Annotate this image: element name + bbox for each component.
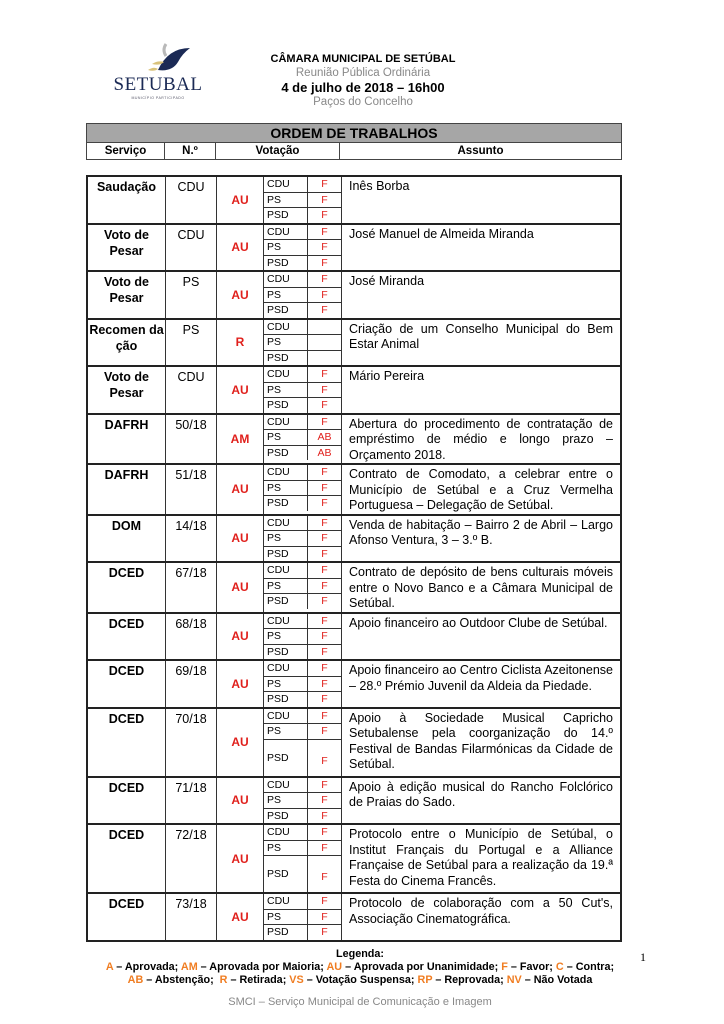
party-votes-table [264, 661, 341, 707]
legend-code: R [219, 974, 228, 986]
assunto-cell: Criação de um Conselho Municipal do Bem Estar Animal [342, 319, 622, 367]
legend-code: F [501, 961, 508, 973]
logo-text: SETUBAL [113, 74, 203, 95]
party-vote: F [308, 709, 342, 724]
assunto-cell: Venda de habitação – Bairro 2 de Abril – Largo Afonso Ventura, 3 – 3.º B. [342, 515, 622, 563]
party-votes-cell [264, 319, 342, 367]
servico-cell: DCED [87, 824, 166, 893]
agenda-row [87, 319, 621, 367]
party-votes-table [264, 367, 341, 413]
servico-cell: Saudação [87, 176, 166, 224]
servico-cell: DCED [87, 660, 166, 708]
party-vote: F [321, 547, 328, 560]
vote-result-badge: AU [217, 777, 264, 825]
party-votes-cell [264, 660, 342, 708]
party-vote: F [321, 754, 328, 767]
vote-result-badge: AU [217, 176, 264, 224]
party-vote: F [308, 382, 342, 398]
party-name: PS [264, 287, 308, 303]
numero-cell: PS [166, 271, 217, 319]
party-vote: F [308, 909, 342, 925]
agenda-row [87, 515, 621, 563]
numero-cell: 67/18 [166, 562, 217, 613]
agenda-row [87, 893, 621, 941]
agenda-row [87, 176, 621, 224]
assunto-cell: Mário Pereira [342, 366, 622, 414]
party-votes-table [264, 778, 341, 824]
vote-result-badge: AU [217, 366, 264, 414]
agenda-row [87, 708, 621, 777]
party-votes-cell [264, 824, 342, 893]
numero-cell: PS [166, 319, 217, 367]
party-votes-table [264, 894, 341, 940]
party-name: CDU [264, 614, 308, 629]
party-name: PSD [264, 692, 308, 707]
party-name: PSD [264, 808, 308, 823]
agenda-row [87, 613, 621, 661]
column-header-servico: Serviço [87, 143, 165, 160]
party-vote: F [308, 793, 342, 809]
vote-result-badge: AU [217, 893, 264, 941]
meeting-type: Reunião Pública Ordinária [295, 67, 431, 79]
vote-result-badge: AM [217, 414, 264, 465]
party-name: PSD [264, 398, 308, 413]
vote-result-badge: AU [217, 708, 264, 777]
party-vote: F [321, 693, 328, 706]
party-name: CDU [264, 320, 308, 335]
assunto-cell: José Manuel de Almeida Miranda [342, 224, 622, 272]
assunto-cell: Abertura do procedimento de contratação de empréstimo de médio e longo prazo – Orçamento 2018. [342, 414, 622, 465]
party-name: PSD [264, 856, 308, 893]
servico-cell: Voto de Pesar [87, 271, 166, 319]
legend-description: – Aprovada; [113, 961, 181, 973]
assunto-cell: Contrato de Comodato, a celebrar entre o Município de Setúbal e a Cruz Vermelha Portuguesa – Delegação de Setúbal. [342, 464, 622, 515]
party-votes-table [264, 516, 341, 562]
legend-code: AU [326, 961, 343, 973]
numero-cell: 51/18 [166, 464, 217, 515]
legend [80, 948, 640, 987]
numero-cell: 68/18 [166, 613, 217, 661]
party-name: PS [264, 840, 308, 856]
party-vote: F [308, 465, 342, 480]
party-vote [308, 335, 342, 351]
logo-subtitle: MUNICÍPIO PARTICIPADO [131, 96, 185, 100]
party-vote: F [321, 304, 328, 317]
numero-cell: CDU [166, 176, 217, 224]
party-votes-table [264, 825, 341, 892]
party-vote: F [308, 177, 342, 192]
party-vote: F [308, 724, 342, 740]
assunto-cell: Protocolo de colaboração com a 50 Cut's, Associação Cinematográfica. [342, 893, 622, 941]
assunto-cell: Protocolo entre o Município de Setúbal, o Institut Français du Portugal e a Alliance Française de Setúbal para a realização da 19.ª Festa do Cinema Francês. [342, 824, 622, 893]
party-vote: F [308, 480, 342, 496]
party-votes-cell [264, 777, 342, 825]
party-name: PSD [264, 350, 308, 365]
servico-cell: DAFRH [87, 464, 166, 515]
party-vote: F [321, 256, 328, 269]
party-vote: F [321, 399, 328, 412]
assunto-cell: Apoio financeiro ao Outdoor Clube de Setúbal. [342, 613, 622, 661]
party-votes-table [264, 272, 341, 318]
party-vote: F [308, 840, 342, 856]
party-votes-table [264, 415, 341, 461]
meeting-location: Paços do Concelho [313, 96, 413, 108]
legend-description: – Aprovada por Maioria; [197, 961, 327, 973]
assunto-cell: Contrato de depósito de bens culturais móveis entre o Novo Banco e a Câmara Municipal de Setúbal. [342, 562, 622, 613]
legend-code: AB [127, 974, 144, 986]
party-votes-cell [264, 464, 342, 515]
party-name: CDU [264, 465, 308, 480]
servico-cell: DAFRH [87, 414, 166, 465]
party-name: CDU [264, 516, 308, 531]
numero-cell: CDU [166, 366, 217, 414]
legend-description: – Aprovada por Unanimidade; [342, 961, 502, 973]
party-vote: F [321, 595, 328, 608]
legend-description: – Não Votada [521, 974, 593, 986]
party-name: PSD [264, 644, 308, 659]
servico-cell: Recomen da ção [87, 319, 166, 367]
party-vote: F [308, 516, 342, 531]
party-votes-cell [264, 366, 342, 414]
legend-code: A [105, 961, 114, 973]
legend-title: Legenda: [336, 948, 384, 960]
vote-result-badge: AU [217, 515, 264, 563]
party-votes-cell [264, 562, 342, 613]
agenda-table [86, 175, 622, 942]
legend-code: RP [417, 974, 433, 986]
party-votes-cell [264, 515, 342, 563]
party-votes-table [264, 709, 341, 776]
fountain-logo-icon [108, 40, 208, 76]
assunto-cell: Apoio à edição musical do Rancho Folclórico de Praias do Sado. [342, 777, 622, 825]
numero-cell: 69/18 [166, 660, 217, 708]
party-vote: F [308, 225, 342, 240]
numero-cell: 70/18 [166, 708, 217, 777]
agenda-row [87, 660, 621, 708]
party-name: CDU [264, 177, 308, 192]
footer-text: SMCI – Serviço Municipal de Comunicação e Imagem [228, 996, 492, 1008]
vote-result-badge: AU [217, 464, 264, 515]
legend-line-2 [80, 974, 640, 987]
legend-description: – Votação Suspensa; [303, 974, 418, 986]
party-name: CDU [264, 225, 308, 240]
vote-result-badge: AU [217, 660, 264, 708]
assunto-cell: Apoio à Sociedade Musical Capricho Setubalense pela coorganização do 14.º Festival de Bandas Filarmónicas da Cidade de Setúbal. [342, 708, 622, 777]
numero-cell: 73/18 [166, 893, 217, 941]
legend-code: NV [506, 974, 522, 986]
party-votes-cell [264, 224, 342, 272]
legend-description: – Abstenção; [143, 974, 220, 986]
numero-cell: 72/18 [166, 824, 217, 893]
numero-cell: CDU [166, 224, 217, 272]
party-votes-cell [264, 414, 342, 465]
party-votes-table [264, 320, 341, 366]
party-vote: F [308, 778, 342, 793]
party-name: PS [264, 531, 308, 547]
party-vote: F [308, 272, 342, 287]
agenda-row [87, 777, 621, 825]
party-vote: F [308, 531, 342, 547]
party-vote: F [321, 497, 328, 510]
servico-cell: DOM [87, 515, 166, 563]
party-name: CDU [264, 778, 308, 793]
party-vote: F [308, 287, 342, 303]
agenda-header-table [86, 123, 622, 160]
party-name: CDU [264, 894, 308, 909]
column-header-votacao: Votação [216, 143, 340, 160]
servico-cell: DCED [87, 613, 166, 661]
agenda-title: ORDEM DE TRABALHOS [87, 124, 622, 143]
party-name: PS [264, 430, 308, 446]
setubal-logo [108, 40, 208, 102]
legend-description: – Retirada; [227, 974, 290, 986]
agenda-row [87, 562, 621, 613]
organization-name: CÂMARA MUNICIPAL DE SETÚBAL [270, 53, 456, 65]
party-name: CDU [264, 272, 308, 287]
party-vote: F [308, 614, 342, 629]
party-name: PSD [264, 445, 308, 460]
party-vote: F [308, 676, 342, 692]
servico-cell: DCED [87, 893, 166, 941]
assunto-cell: Apoio financeiro ao Centro Ciclista Azeitonense – 28.º Prémio Juvenil da Aldeia da Piedade. [342, 660, 622, 708]
party-name: PSD [264, 739, 308, 776]
party-votes-cell [264, 271, 342, 319]
legend-code: C [555, 961, 564, 973]
agenda-row [87, 414, 621, 465]
party-votes-table [264, 225, 341, 271]
party-name: PSD [264, 208, 308, 223]
servico-cell: DCED [87, 777, 166, 825]
party-name: PS [264, 909, 308, 925]
numero-cell: 14/18 [166, 515, 217, 563]
agenda-row [87, 271, 621, 319]
party-name: PSD [264, 303, 308, 318]
party-vote: F [308, 563, 342, 578]
party-name: CDU [264, 563, 308, 578]
legend-line-1 [80, 961, 640, 974]
agenda-row [87, 366, 621, 414]
party-vote: F [308, 825, 342, 840]
party-name: PS [264, 480, 308, 496]
servico-cell: DCED [87, 708, 166, 777]
party-name: PS [264, 335, 308, 351]
party-name: PS [264, 629, 308, 645]
party-vote: F [308, 661, 342, 676]
party-name: PS [264, 724, 308, 740]
agenda-row [87, 824, 621, 893]
party-vote: F [308, 367, 342, 382]
legend-description: – Favor; [507, 961, 556, 973]
party-name: CDU [264, 709, 308, 724]
party-name: CDU [264, 367, 308, 382]
party-name: PSD [264, 546, 308, 561]
party-vote: F [321, 871, 328, 883]
column-header-numero: N.º [165, 143, 216, 160]
party-vote: F [308, 240, 342, 256]
meeting-date-time: 4 de julho de 2018 – 16h00 [281, 80, 445, 95]
party-name: PSD [264, 496, 308, 511]
party-name: PS [264, 578, 308, 594]
party-votes-table [264, 177, 341, 223]
vote-result-badge: R [217, 319, 264, 367]
party-vote: F [321, 209, 328, 222]
party-vote: AB [308, 430, 342, 446]
legend-description: – Contra; [563, 961, 615, 973]
legend-code: VS [289, 974, 304, 986]
servico-cell: DCED [87, 562, 166, 613]
column-header-assunto: Assunto [340, 143, 622, 160]
party-vote: F [308, 192, 342, 208]
party-vote: F [308, 894, 342, 909]
party-vote: F [321, 809, 328, 822]
party-votes-cell [264, 613, 342, 661]
party-vote: F [321, 926, 328, 939]
vote-result-badge: AU [217, 613, 264, 661]
document-header [230, 52, 496, 109]
party-name: PS [264, 240, 308, 256]
party-vote: AB [317, 446, 332, 459]
legend-description: – Reprovada; [432, 974, 507, 986]
assunto-cell: José Miranda [342, 271, 622, 319]
assunto-cell: Inês Borba [349, 179, 410, 193]
numero-cell: 50/18 [166, 414, 217, 465]
party-votes-cell [264, 176, 342, 224]
party-name: PS [264, 676, 308, 692]
legend-code: AM [180, 961, 198, 973]
party-name: CDU [264, 415, 308, 430]
vote-result-badge: AU [217, 824, 264, 893]
servico-cell: Voto de Pesar [87, 224, 166, 272]
numero-cell: 71/18 [166, 777, 217, 825]
party-vote: F [308, 578, 342, 594]
party-votes-cell [264, 893, 342, 941]
page-number: 1 [640, 950, 646, 964]
party-vote: F [308, 415, 342, 430]
vote-result-badge: AU [217, 562, 264, 613]
party-name: PSD [264, 594, 308, 609]
party-votes-table [264, 563, 341, 609]
party-name: PS [264, 382, 308, 398]
party-votes-cell [264, 708, 342, 777]
party-votes-table [264, 465, 341, 511]
agenda-row [87, 464, 621, 515]
party-name: CDU [264, 825, 308, 840]
party-vote: F [321, 645, 328, 658]
party-votes-table [264, 614, 341, 660]
vote-result-badge: AU [217, 224, 264, 272]
vote-result-badge: AU [217, 271, 264, 319]
servico-cell: Voto de Pesar [87, 366, 166, 414]
party-name: PSD [264, 255, 308, 270]
party-name: PSD [264, 925, 308, 940]
party-name: CDU [264, 661, 308, 676]
party-name: PS [264, 192, 308, 208]
party-vote [308, 320, 342, 335]
party-vote: F [308, 629, 342, 645]
agenda-row [87, 224, 621, 272]
party-name: PS [264, 793, 308, 809]
party-vote [308, 350, 342, 365]
